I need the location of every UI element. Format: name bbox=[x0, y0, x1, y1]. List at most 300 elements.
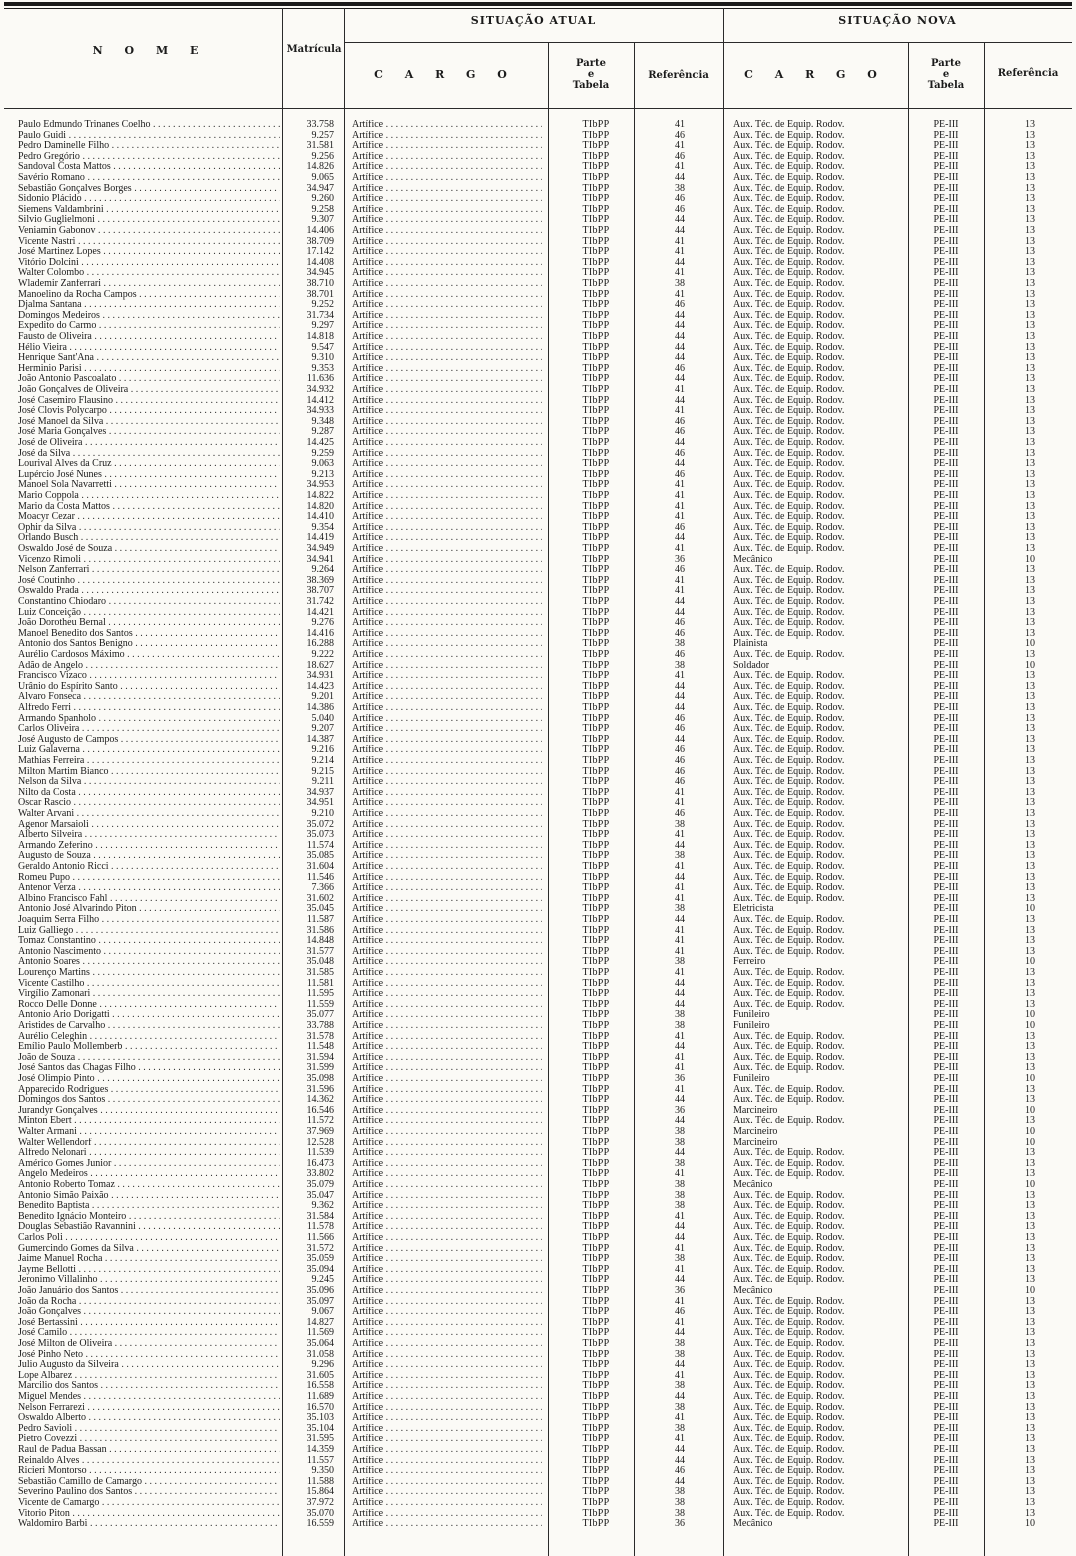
cell-referencia-nova: 13 bbox=[1025, 1317, 1035, 1328]
cell-cargo-atual: Artífice . . . bbox=[352, 703, 542, 714]
cell-cargo-nova: Aux. Téc. de Equip. Rodov. bbox=[733, 162, 845, 173]
cell-parte-atual: TIbPP bbox=[582, 787, 610, 798]
cell-parte-nova: PE-III bbox=[933, 1328, 959, 1339]
cell-nome: Wlademir Zanferrari . . . bbox=[18, 279, 280, 290]
cell-matricula: 9.252 bbox=[311, 300, 334, 311]
table-row bbox=[0, 226, 1076, 237]
cell-parte-atual: TIbPP bbox=[582, 226, 610, 236]
cell-cargo-atual: Artífice . . . bbox=[352, 957, 542, 968]
cell-nome: Douglas Sebastião Ravannini . . . bbox=[18, 1222, 280, 1233]
cell-nome: Henrique Sant'Ana . . . bbox=[18, 353, 280, 364]
cell-parte-nova: PE-III bbox=[933, 787, 959, 798]
cell-parte-atual: TIbPP bbox=[582, 957, 610, 968]
cell-parte-atual: TIbPP bbox=[582, 130, 610, 141]
cell-parte-nova: PE-III bbox=[933, 607, 959, 618]
table-row bbox=[0, 1053, 1076, 1064]
cell-parte-atual: TIbPP bbox=[582, 798, 610, 809]
cell-parte-nova: PE-III bbox=[933, 279, 959, 289]
cell-referencia-nova: 13 bbox=[1025, 1095, 1035, 1106]
cell-cargo-atual: Artífice . . . bbox=[352, 1509, 542, 1520]
cell-referencia-nova: 13 bbox=[1025, 1476, 1035, 1487]
cell-matricula: 37.969 bbox=[306, 1127, 334, 1137]
cell-cargo-atual: Artífice . . . bbox=[352, 544, 542, 555]
cell-nome: Virgílio Zamonari . . . bbox=[18, 989, 280, 1000]
table-row bbox=[0, 989, 1076, 1000]
cell-cargo-atual: Artífice . . . bbox=[352, 714, 542, 725]
cell-referencia-nova: 13 bbox=[1025, 385, 1035, 395]
header-parte-atual-l1: Parte bbox=[576, 58, 606, 69]
cell-referencia-atual: 38 bbox=[675, 1127, 685, 1137]
table-row bbox=[0, 618, 1076, 629]
cell-referencia-nova: 13 bbox=[1025, 893, 1035, 904]
cell-parte-atual: TIbPP bbox=[582, 681, 610, 692]
cell-cargo-atual: Artífice . . . bbox=[352, 353, 542, 364]
cell-referencia-nova: 13 bbox=[1025, 1307, 1035, 1318]
cell-referencia-atual: 44 bbox=[675, 1222, 685, 1233]
cell-cargo-nova: Aux. Téc. de Equip. Rodov. bbox=[733, 671, 845, 682]
cell-parte-atual: TIbPP bbox=[582, 1317, 610, 1328]
cell-parte-nova: PE-III bbox=[933, 385, 959, 395]
cell-matricula: 14.848 bbox=[306, 936, 334, 947]
cell-parte-nova: PE-III bbox=[933, 1105, 959, 1116]
cell-cargo-nova: Aux. Téc. de Equip. Rodov. bbox=[733, 310, 845, 321]
cell-referencia-atual: 41 bbox=[675, 1296, 685, 1307]
cell-referencia-nova: 13 bbox=[1025, 1413, 1035, 1424]
cell-cargo-atual: Artífice . . . bbox=[352, 1000, 542, 1011]
cell-parte-atual: TIbPP bbox=[582, 999, 610, 1010]
cell-referencia-atual: 41 bbox=[675, 120, 685, 130]
cell-parte-nova: PE-III bbox=[933, 872, 959, 883]
cell-referencia-atual: 46 bbox=[675, 724, 685, 735]
cell-parte-atual: TIbPP bbox=[582, 1063, 610, 1074]
cell-referencia-atual: 44 bbox=[675, 1360, 685, 1371]
cell-referencia-nova: 13 bbox=[1025, 533, 1035, 544]
cell-parte-atual: TIbPP bbox=[582, 1339, 610, 1349]
cell-referencia-atual: 46 bbox=[675, 204, 685, 215]
cell-nome: Luiz Galliego . . . bbox=[18, 926, 280, 937]
cell-referencia-atual: 38 bbox=[675, 660, 685, 671]
cell-nome: Angelo Medeiros . . . bbox=[18, 1169, 280, 1180]
cell-parte-nova: PE-III bbox=[933, 183, 959, 194]
table-row bbox=[0, 396, 1076, 407]
cell-matricula: 14.827 bbox=[306, 1317, 334, 1328]
cell-referencia-nova: 10 bbox=[1025, 1127, 1035, 1137]
cell-referencia-nova: 13 bbox=[1025, 586, 1035, 597]
cell-cargo-nova: Aux. Téc. de Equip. Rodov. bbox=[733, 491, 845, 501]
cell-matricula: 14.826 bbox=[306, 162, 334, 173]
cell-cargo-atual: Artífice . . . bbox=[352, 1371, 542, 1382]
cell-parte-atual: TIbPP bbox=[582, 544, 610, 554]
cell-nome: José de Oliveira . . . bbox=[18, 438, 280, 449]
table-row bbox=[0, 735, 1076, 746]
cell-matricula: 31.742 bbox=[306, 597, 334, 607]
cell-cargo-nova: Aux. Téc. de Equip. Rodov. bbox=[733, 618, 845, 629]
cell-matricula: 14.419 bbox=[306, 533, 334, 544]
cell-parte-atual: TIbPP bbox=[582, 1042, 610, 1053]
cell-parte-atual: TIbPP bbox=[582, 1307, 610, 1318]
table-row bbox=[0, 544, 1076, 555]
cell-parte-nova: PE-III bbox=[933, 353, 959, 364]
cell-cargo-atual: Artífice . . . bbox=[352, 427, 542, 438]
cell-referencia-nova: 10 bbox=[1025, 1074, 1035, 1084]
cell-matricula: 37.972 bbox=[306, 1498, 334, 1508]
cell-referencia-nova: 13 bbox=[1025, 427, 1035, 438]
cell-referencia-atual: 44 bbox=[675, 692, 685, 703]
cell-referencia-atual: 41 bbox=[675, 1031, 685, 1042]
header-parte-atual bbox=[548, 58, 634, 91]
cell-referencia-nova: 13 bbox=[1025, 681, 1035, 692]
cell-matricula: 11.581 bbox=[306, 978, 334, 989]
cell-nome: Oswaldo Alberto . . . bbox=[18, 1413, 280, 1424]
cell-parte-atual: TIbPP bbox=[582, 819, 610, 830]
cell-referencia-atual: 41 bbox=[675, 268, 685, 279]
cell-nome: Benedito Ignácio Monteiro . . . bbox=[18, 1212, 280, 1223]
cell-nome: Manoel Sola Navarretti . . . bbox=[18, 480, 280, 491]
cell-cargo-atual: Artífice . . . bbox=[352, 279, 542, 290]
cell-matricula: 31.734 bbox=[306, 310, 334, 321]
cell-referencia-atual: 44 bbox=[675, 999, 685, 1010]
cell-referencia-nova: 13 bbox=[1025, 575, 1035, 586]
cell-parte-atual: TIbPP bbox=[582, 512, 610, 523]
cell-cargo-atual: Artífice . . . bbox=[352, 1456, 542, 1467]
cell-parte-atual: TIbPP bbox=[582, 194, 610, 205]
cell-nome: Sidonio Plácido . . . bbox=[18, 194, 280, 205]
cell-nome: José Bertassini . . . bbox=[18, 1318, 280, 1329]
cell-matricula: 14.822 bbox=[306, 491, 334, 501]
cell-parte-nova: PE-III bbox=[933, 120, 959, 130]
cell-parte-atual: TIbPP bbox=[582, 851, 610, 862]
cell-referencia-nova: 13 bbox=[1025, 1211, 1035, 1222]
cell-parte-nova: PE-III bbox=[933, 766, 959, 777]
cell-referencia-nova: 13 bbox=[1025, 671, 1035, 682]
cell-referencia-nova: 13 bbox=[1025, 173, 1035, 183]
cell-referencia-atual: 38 bbox=[675, 1498, 685, 1508]
cell-cargo-atual: Artífice . . . bbox=[352, 1339, 542, 1350]
cell-cargo-nova: Aux. Téc. de Equip. Rodov. bbox=[733, 268, 845, 279]
cell-matricula: 11.595 bbox=[306, 989, 334, 1000]
cell-parte-nova: PE-III bbox=[933, 1434, 959, 1445]
cell-cargo-atual: Artífice . . . bbox=[352, 1095, 542, 1106]
cell-matricula: 31.604 bbox=[306, 862, 334, 872]
cell-matricula: 14.406 bbox=[306, 226, 334, 236]
cell-referencia-nova: 13 bbox=[1025, 544, 1035, 554]
cell-referencia-nova: 13 bbox=[1025, 915, 1035, 925]
cell-matricula: 31.058 bbox=[306, 1349, 334, 1360]
cell-nome: Pietro Covezzi . . . bbox=[18, 1434, 280, 1445]
table-row bbox=[0, 438, 1076, 449]
cell-cargo-atual: Artífice . . . bbox=[352, 883, 542, 894]
cell-parte-nova: PE-III bbox=[933, 650, 959, 660]
cell-referencia-atual: 41 bbox=[675, 1243, 685, 1254]
cell-parte-atual: TIbPP bbox=[582, 533, 610, 544]
table-row bbox=[0, 1085, 1076, 1096]
cell-matricula: 16.559 bbox=[306, 1519, 334, 1530]
cell-cargo-nova: Marcineiro bbox=[733, 1127, 778, 1137]
cell-cargo-nova: Aux. Téc. de Equip. Rodov. bbox=[733, 1508, 845, 1519]
cell-referencia-atual: 38 bbox=[675, 1487, 685, 1498]
cell-cargo-atual: Artífice . . . bbox=[352, 470, 542, 481]
cell-cargo-nova: Aux. Téc. de Equip. Rodov. bbox=[733, 883, 845, 894]
cell-cargo-nova: Aux. Téc. de Equip. Rodov. bbox=[733, 575, 845, 586]
table-row bbox=[0, 565, 1076, 576]
cell-parte-nova: PE-III bbox=[933, 1201, 959, 1212]
cell-nome: Luiz Galaverna . . . bbox=[18, 745, 280, 756]
cell-nome: José Clovis Polycarpo . . . bbox=[18, 406, 280, 417]
cell-cargo-atual: Artífice . . . bbox=[352, 904, 542, 915]
cell-matricula: 14.359 bbox=[306, 1445, 334, 1455]
table-row bbox=[0, 692, 1076, 703]
cell-referencia-nova: 13 bbox=[1025, 766, 1035, 777]
cell-cargo-nova: Aux. Téc. de Equip. Rodov. bbox=[733, 1392, 845, 1402]
cell-cargo-atual: Artífice . . . bbox=[352, 756, 542, 767]
cell-referencia-nova: 13 bbox=[1025, 1031, 1035, 1042]
cell-parte-nova: PE-III bbox=[933, 639, 959, 650]
cell-nome: José Pinho Neto . . . bbox=[18, 1350, 280, 1361]
cell-parte-atual: TIbPP bbox=[582, 1455, 610, 1466]
table-row bbox=[0, 608, 1076, 619]
cell-referencia-nova: 13 bbox=[1025, 480, 1035, 491]
cell-matricula: 35.104 bbox=[306, 1423, 334, 1434]
cell-referencia-atual: 46 bbox=[675, 745, 685, 756]
cell-cargo-atual: Artífice . . . bbox=[352, 841, 542, 852]
cell-cargo-nova: Aux. Téc. de Equip. Rodov. bbox=[733, 1381, 845, 1392]
cell-parte-atual: TIbPP bbox=[582, 353, 610, 364]
table-row bbox=[0, 820, 1076, 831]
cell-parte-nova: PE-III bbox=[933, 1381, 959, 1392]
cell-parte-nova: PE-III bbox=[933, 236, 959, 247]
cell-matricula: 31.599 bbox=[306, 1063, 334, 1074]
cell-matricula: 31.605 bbox=[306, 1370, 334, 1381]
cell-parte-nova: PE-III bbox=[933, 809, 959, 819]
cell-nome: Pedro Gregório . . . bbox=[18, 152, 280, 163]
cell-cargo-atual: Artífice . . . bbox=[352, 862, 542, 873]
cell-referencia-atual: 44 bbox=[675, 173, 685, 183]
cell-matricula: 38.710 bbox=[306, 279, 334, 289]
cell-parte-atual: TIbPP bbox=[582, 363, 610, 374]
cell-nome: Vicente Castilho . . . bbox=[18, 979, 280, 990]
table-row bbox=[0, 968, 1076, 979]
cell-referencia-nova: 13 bbox=[1025, 151, 1035, 162]
cell-cargo-nova: Aux. Téc. de Equip. Rodov. bbox=[733, 597, 845, 607]
cell-referencia-nova: 13 bbox=[1025, 1264, 1035, 1275]
cell-matricula: 9.245 bbox=[311, 1275, 334, 1286]
cell-matricula: 9.354 bbox=[311, 522, 334, 533]
cell-nome: Raul de Padua Bassan . . . bbox=[18, 1445, 280, 1456]
cell-parte-nova: PE-III bbox=[933, 915, 959, 925]
cell-referencia-nova: 13 bbox=[1025, 936, 1035, 947]
cell-referencia-atual: 46 bbox=[675, 130, 685, 141]
table-row bbox=[0, 555, 1076, 566]
cell-nome: Manoel Benedito dos Santos . . . bbox=[18, 629, 280, 640]
cell-parte-atual: TIbPP bbox=[582, 893, 610, 904]
cell-parte-nova: PE-III bbox=[933, 363, 959, 374]
cell-referencia-atual: 44 bbox=[675, 342, 685, 353]
cell-cargo-nova: Aux. Téc. de Equip. Rodov. bbox=[733, 438, 845, 448]
cell-nome: Severino Paulino dos Santos . . . bbox=[18, 1487, 280, 1498]
cell-parte-nova: PE-III bbox=[933, 268, 959, 279]
cell-referencia-atual: 41 bbox=[675, 575, 685, 586]
cell-cargo-atual: Artífice . . . bbox=[352, 947, 542, 958]
cell-cargo-atual: Artífice . . . bbox=[352, 968, 542, 979]
cell-referencia-atual: 41 bbox=[675, 247, 685, 258]
cell-parte-nova: PE-III bbox=[933, 469, 959, 480]
cell-parte-nova: PE-III bbox=[933, 321, 959, 332]
cell-matricula: 34.937 bbox=[306, 787, 334, 798]
cell-referencia-nova: 13 bbox=[1025, 978, 1035, 989]
cell-referencia-nova: 13 bbox=[1025, 819, 1035, 830]
cell-cargo-nova: Marcineiro bbox=[733, 1105, 778, 1116]
cell-cargo-nova: Aux. Téc. de Equip. Rodov. bbox=[733, 586, 845, 597]
cell-parte-atual: TIbPP bbox=[582, 766, 610, 777]
cell-parte-atual: TIbPP bbox=[582, 1275, 610, 1286]
table-row bbox=[0, 629, 1076, 640]
cell-referencia-atual: 46 bbox=[675, 194, 685, 205]
cell-cargo-nova: Aux. Téc. de Equip. Rodov. bbox=[733, 141, 845, 152]
cell-parte-nova: PE-III bbox=[933, 247, 959, 258]
cell-referencia-nova: 13 bbox=[1025, 872, 1035, 883]
cell-cargo-atual: Artífice . . . bbox=[352, 1074, 542, 1085]
table-row bbox=[0, 873, 1076, 884]
cell-parte-nova: PE-III bbox=[933, 671, 959, 682]
table-row bbox=[0, 714, 1076, 725]
cell-referencia-atual: 46 bbox=[675, 650, 685, 660]
cell-matricula: 34.933 bbox=[306, 406, 334, 417]
cell-cargo-nova: Aux. Téc. de Equip. Rodov. bbox=[733, 809, 845, 819]
cell-parte-nova: PE-III bbox=[933, 925, 959, 936]
cell-referencia-nova: 13 bbox=[1025, 798, 1035, 809]
cell-matricula: 9.258 bbox=[311, 204, 334, 215]
cell-matricula: 9.307 bbox=[311, 215, 334, 226]
cell-cargo-atual: Artífice . . . bbox=[352, 1275, 542, 1286]
cell-cargo-atual: Artífice . . . bbox=[352, 1063, 542, 1074]
cell-nome: Agenor Marsaioli . . . bbox=[18, 820, 280, 831]
cell-referencia-nova: 13 bbox=[1025, 724, 1035, 735]
cell-parte-atual: TIbPP bbox=[582, 1190, 610, 1201]
header-cargo-nova: C A R G O bbox=[744, 68, 886, 81]
cell-matricula: 35.070 bbox=[306, 1508, 334, 1519]
cell-referencia-atual: 44 bbox=[675, 872, 685, 883]
cell-cargo-atual: Artífice . . . bbox=[352, 332, 542, 343]
cell-cargo-atual: Artífice . . . bbox=[352, 682, 542, 693]
cell-nome: Francisco Vizaco . . . bbox=[18, 671, 280, 682]
cell-referencia-atual: 44 bbox=[675, 734, 685, 745]
cell-nome: Américo Gomes Junior . . . bbox=[18, 1159, 280, 1170]
cell-cargo-nova: Aux. Téc. de Equip. Rodov. bbox=[733, 522, 845, 533]
cell-referencia-nova: 13 bbox=[1025, 734, 1035, 745]
cell-referencia-atual: 41 bbox=[675, 1052, 685, 1063]
cell-nome: José Martinez Lopes . . . bbox=[18, 247, 280, 258]
cell-parte-nova: PE-III bbox=[933, 586, 959, 597]
cell-parte-atual: TIbPP bbox=[582, 332, 610, 342]
table-row bbox=[0, 1201, 1076, 1212]
cell-cargo-atual: Artífice . . . bbox=[352, 873, 542, 884]
header-cargo-atual: C A R G O bbox=[374, 68, 516, 81]
cell-parte-nova: PE-III bbox=[933, 427, 959, 438]
table-row bbox=[0, 1042, 1076, 1053]
table-row bbox=[0, 936, 1076, 947]
cell-cargo-nova: Aux. Téc. de Equip. Rodov. bbox=[733, 756, 845, 766]
table-row bbox=[0, 1328, 1076, 1339]
cell-referencia-nova: 10 bbox=[1025, 1137, 1035, 1148]
header-parte-nova-l3: Tabela bbox=[927, 80, 965, 91]
cell-cargo-atual: Artífice . . . bbox=[352, 1424, 542, 1435]
cell-parte-nova: PE-III bbox=[933, 141, 959, 152]
cell-cargo-nova: Aux. Téc. de Equip. Rodov. bbox=[733, 1476, 845, 1487]
cell-nome: Milton Martim Bianco . . . bbox=[18, 767, 280, 778]
cell-referencia-nova: 13 bbox=[1025, 1392, 1035, 1402]
cell-parte-nova: PE-III bbox=[933, 1519, 959, 1530]
cell-parte-atual: TIbPP bbox=[582, 1264, 610, 1275]
cell-matricula: 9.207 bbox=[311, 724, 334, 735]
cell-nome: Silvio Guglielmoni . . . bbox=[18, 215, 280, 226]
cell-referencia-atual: 41 bbox=[675, 862, 685, 872]
cell-referencia-nova: 13 bbox=[1025, 448, 1035, 459]
cell-referencia-atual: 41 bbox=[675, 1317, 685, 1328]
cell-parte-atual: TIbPP bbox=[582, 1222, 610, 1233]
cell-nome: José Maria Gonçalves . . . bbox=[18, 427, 280, 438]
cell-nome: Armando Spanholo . . . bbox=[18, 714, 280, 725]
cell-matricula: 35.098 bbox=[306, 1074, 334, 1084]
cell-referencia-nova: 13 bbox=[1025, 491, 1035, 501]
cell-referencia-nova: 13 bbox=[1025, 1487, 1035, 1498]
cell-parte-nova: PE-III bbox=[933, 204, 959, 215]
cell-cargo-atual: Artífice . . . bbox=[352, 894, 542, 905]
cell-nome: José Coutinho . . . bbox=[18, 576, 280, 587]
cell-parte-atual: TIbPP bbox=[582, 989, 610, 1000]
cell-referencia-nova: 13 bbox=[1025, 321, 1035, 332]
cell-nome: Alfredo Ferri . . . bbox=[18, 703, 280, 714]
cell-matricula: 11.546 bbox=[306, 872, 334, 883]
cell-parte-nova: PE-III bbox=[933, 565, 959, 576]
cell-parte-atual: TIbPP bbox=[582, 279, 610, 289]
cell-parte-nova: PE-III bbox=[933, 1445, 959, 1455]
cell-matricula: 11.572 bbox=[306, 1116, 334, 1127]
table-row bbox=[0, 1212, 1076, 1223]
cell-nome: Paulo Guidi . . . bbox=[18, 131, 280, 142]
cell-matricula: 34.945 bbox=[306, 268, 334, 279]
cell-cargo-atual: Artífice . . . bbox=[352, 555, 542, 566]
header-parte-nova-l2: e bbox=[942, 69, 950, 80]
cell-matricula: 9.222 bbox=[311, 650, 334, 660]
cell-parte-nova: PE-III bbox=[933, 819, 959, 830]
cell-referencia-atual: 44 bbox=[675, 1328, 685, 1339]
cell-referencia-nova: 13 bbox=[1025, 141, 1035, 152]
cell-cargo-nova: Aux. Téc. de Equip. Rodov. bbox=[733, 1201, 845, 1212]
cell-referencia-nova: 10 bbox=[1025, 957, 1035, 968]
cell-referencia-nova: 13 bbox=[1025, 194, 1035, 205]
cell-matricula: 38.369 bbox=[306, 575, 334, 586]
cell-referencia-atual: 41 bbox=[675, 586, 685, 597]
cell-nome: Antonio Ario Dorigatti . . . bbox=[18, 1010, 280, 1021]
cell-nome: Luiz Conceição . . . bbox=[18, 608, 280, 619]
cell-cargo-nova: Funileiro bbox=[733, 1021, 770, 1031]
cell-cargo-nova: Aux. Téc. de Equip. Rodov. bbox=[733, 353, 845, 364]
cell-parte-atual: TIbPP bbox=[582, 1370, 610, 1381]
cell-cargo-atual: Artífice . . . bbox=[352, 979, 542, 990]
cell-cargo-nova: Aux. Téc. de Equip. Rodov. bbox=[733, 1328, 845, 1339]
cell-parte-nova: PE-III bbox=[933, 756, 959, 766]
cell-referencia-nova: 13 bbox=[1025, 1445, 1035, 1455]
cell-cargo-atual: Artífice . . . bbox=[352, 480, 542, 491]
cell-cargo-atual: Artífice . . . bbox=[352, 1159, 542, 1170]
cell-nome: Aurélio Celeghin . . . bbox=[18, 1032, 280, 1043]
cell-cargo-atual: Artífice . . . bbox=[352, 1519, 542, 1530]
cell-parte-nova: PE-III bbox=[933, 374, 959, 385]
cell-cargo-nova: Aux. Téc. de Equip. Rodov. bbox=[733, 1339, 845, 1349]
cell-cargo-nova: Mecânico bbox=[733, 554, 773, 565]
cell-cargo-atual: Artífice . . . bbox=[352, 1350, 542, 1361]
cell-referencia-atual: 38 bbox=[675, 1010, 685, 1021]
